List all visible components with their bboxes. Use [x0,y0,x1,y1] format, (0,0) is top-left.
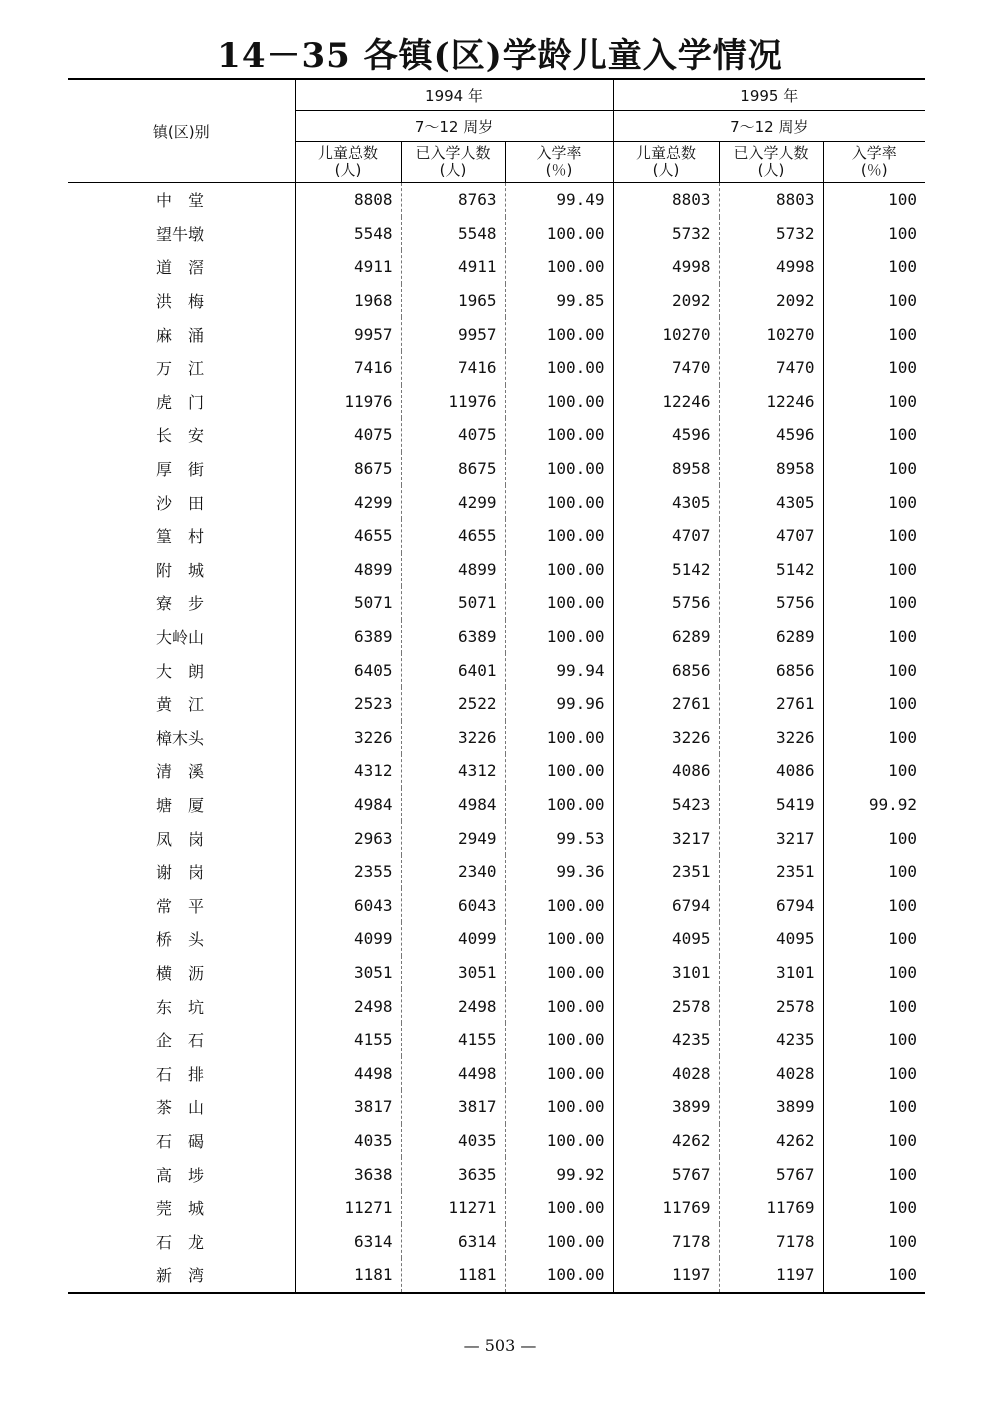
enrolled-1994-cell: 2498 [401,989,505,1023]
enrolled-1994-cell: 5071 [401,586,505,620]
rate-1995-cell: 99.92 [823,788,925,822]
rate-1995-cell: 100 [823,620,925,654]
enrolled-1994-cell: 3051 [401,956,505,990]
enrolled-1995-cell: 4262 [719,1124,823,1158]
enrolled-1994-cell: 4911 [401,250,505,284]
table-row [68,788,925,822]
total-1994-cell: 8808 [295,183,401,217]
enrolled-1995-cell: 3217 [719,821,823,855]
enrolled-1995-cell: 6856 [719,653,823,687]
table-row [68,452,925,486]
enrolled-1994-cell: 2949 [401,821,505,855]
total-1995-cell: 6289 [613,620,719,654]
table-row [68,317,925,351]
total-1994-cell: 4312 [295,754,401,788]
rate-1994-cell: 100.00 [505,989,613,1023]
table-row [68,1056,925,1090]
total-1995-cell: 4707 [613,519,719,553]
town-name-cell: 石 碣 [156,1131,205,1151]
rate-1995-cell: 100 [823,721,925,755]
enrolled-1994-cell: 3635 [401,1157,505,1191]
total-1994-cell: 4299 [295,485,401,519]
table-row [68,653,925,687]
total-1995-cell: 2092 [613,284,719,318]
town-name-cell: 企 石 [156,1031,205,1051]
total-1994-cell: 4911 [295,250,401,284]
age-group-header-1995: 7～12 周岁 [613,111,925,142]
town-name-cell: 谢 岗 [156,863,205,883]
rate-1995-cell: 100 [823,183,925,217]
enrolled-1995-cell: 5756 [719,586,823,620]
enrolled-1994-cell: 6401 [401,653,505,687]
rate-1994-cell: 100.00 [505,754,613,788]
rate-1994-cell: 99.96 [505,687,613,721]
enrolled-1995-cell: 8803 [719,183,823,217]
rate-1995-cell: 100 [823,553,925,587]
total-1994-cell: 4099 [295,922,401,956]
col-header-enrolled-1994: 已入学人数 (人) [401,142,505,183]
total-1995-cell: 3899 [613,1090,719,1124]
total-1994-cell: 1181 [295,1258,401,1293]
total-1995-cell: 5142 [613,553,719,587]
total-1995-cell: 4095 [613,922,719,956]
table-row [68,250,925,284]
rate-1994-cell: 100.00 [505,1191,613,1225]
total-1995-cell: 7470 [613,351,719,385]
enrolled-1995-cell: 8958 [719,452,823,486]
town-name-cell: 石 龙 [156,1232,205,1252]
table-row [68,1157,925,1191]
enrolled-1995-cell: 4998 [719,250,823,284]
enrolled-1995-cell: 4596 [719,418,823,452]
enrolled-1994-cell: 1965 [401,284,505,318]
total-1994-cell: 2963 [295,821,401,855]
total-1994-cell: 3638 [295,1157,401,1191]
enrolled-1995-cell: 4095 [719,922,823,956]
table-row [68,485,925,519]
rate-1994-cell: 100.00 [505,721,613,755]
rate-1994-cell: 100.00 [505,385,613,419]
town-name-cell: 桥 头 [156,930,205,950]
enrolled-1994-cell: 5548 [401,217,505,251]
enrolled-1995-cell: 5767 [719,1157,823,1191]
table-row [68,183,925,217]
total-1995-cell: 4028 [613,1056,719,1090]
enrolled-1995-cell: 11769 [719,1191,823,1225]
rate-1994-cell: 99.53 [505,821,613,855]
rate-1994-cell: 100.00 [505,788,613,822]
table-row [68,721,925,755]
enrolled-1994-cell: 4099 [401,922,505,956]
rate-1994-cell: 100.00 [505,620,613,654]
total-1995-cell: 10270 [613,317,719,351]
enrolled-1994-cell: 7416 [401,351,505,385]
town-name-cell: 茶 山 [156,1098,205,1118]
enrolled-1994-cell: 4155 [401,1023,505,1057]
table-row [68,284,925,318]
total-1994-cell: 6043 [295,888,401,922]
table-row [68,888,925,922]
town-name-cell: 横 沥 [156,963,205,983]
total-1994-cell: 2355 [295,855,401,889]
enrolled-1995-cell: 4086 [719,754,823,788]
total-1994-cell: 9957 [295,317,401,351]
enrolled-1995-cell: 4305 [719,485,823,519]
total-1994-cell: 4155 [295,1023,401,1057]
town-name-cell: 洪 梅 [156,292,205,312]
page-title: 14－35 各镇(区)学龄儿童入学情况 [217,36,783,76]
total-1995-cell: 5767 [613,1157,719,1191]
enrolled-1995-cell: 2761 [719,687,823,721]
table-row [68,956,925,990]
rate-1994-cell: 99.92 [505,1157,613,1191]
total-1995-cell: 6794 [613,888,719,922]
rate-1995-cell: 100 [823,418,925,452]
total-1994-cell: 6389 [295,620,401,654]
total-1995-cell: 12246 [613,385,719,419]
rate-1995-cell: 100 [823,217,925,251]
town-name-cell: 高 埗 [156,1165,205,1185]
col-header-rate-1994: 入学率 (％) [505,142,613,183]
total-1995-cell: 4305 [613,485,719,519]
enrolled-1994-cell: 11976 [401,385,505,419]
table-row [68,1023,925,1057]
rate-1995-cell: 100 [823,956,925,990]
total-1995-cell: 4998 [613,250,719,284]
total-1995-cell: 11769 [613,1191,719,1225]
rate-1995-cell: 100 [823,653,925,687]
enrolled-1994-cell: 4655 [401,519,505,553]
enrolled-1994-cell: 6389 [401,620,505,654]
rate-1995-cell: 100 [823,485,925,519]
rate-1994-cell: 100.00 [505,1023,613,1057]
town-name-cell: 寮 步 [156,594,205,614]
rate-1995-cell: 100 [823,317,925,351]
enrolled-1994-cell: 8675 [401,452,505,486]
rate-1994-cell: 100.00 [505,553,613,587]
enrolled-1995-cell: 7178 [719,1224,823,1258]
town-name-cell: 中 堂 [156,191,205,211]
rate-1995-cell: 100 [823,1124,925,1158]
rate-1994-cell: 100.00 [505,250,613,284]
col-header-total-1994: 儿童总数 (人) [295,142,401,183]
total-1994-cell: 1968 [295,284,401,318]
total-1995-cell: 5732 [613,217,719,251]
enrolled-1994-cell: 4984 [401,788,505,822]
town-name-cell: 道 滘 [156,258,205,278]
enrolled-1994-cell: 9957 [401,317,505,351]
total-1994-cell: 3051 [295,956,401,990]
stub-header: 镇(区)别 [68,79,295,183]
table-row [68,553,925,587]
rate-1995-cell: 100 [823,754,925,788]
rate-1995-cell: 100 [823,351,925,385]
rate-1994-cell: 100.00 [505,519,613,553]
rate-1994-cell: 100.00 [505,1056,613,1090]
table-row [68,519,925,553]
total-1995-cell: 2578 [613,989,719,1023]
total-1994-cell: 11271 [295,1191,401,1225]
town-name-cell: 常 平 [156,896,205,916]
rate-1995-cell: 100 [823,385,925,419]
table-row [68,1090,925,1124]
rate-1994-cell: 100.00 [505,452,613,486]
total-1995-cell: 3101 [613,956,719,990]
rate-1995-cell: 100 [823,821,925,855]
rate-1994-cell: 100.00 [505,217,613,251]
table-row [68,385,925,419]
age-group-header-1994: 7～12 周岁 [295,111,613,142]
enrolled-1994-cell: 11271 [401,1191,505,1225]
total-1995-cell: 1197 [613,1258,719,1293]
enrolled-1995-cell: 7470 [719,351,823,385]
rate-1994-cell: 100.00 [505,317,613,351]
table-row [68,754,925,788]
town-name-cell: 虎 门 [156,392,205,412]
table-row [68,217,925,251]
enrolled-1995-cell: 4235 [719,1023,823,1057]
total-1994-cell: 4035 [295,1124,401,1158]
rate-1995-cell: 100 [823,284,925,318]
rate-1994-cell: 100.00 [505,956,613,990]
total-1995-cell: 6856 [613,653,719,687]
town-name-cell: 厚 街 [156,460,205,480]
table-row [68,855,925,889]
enrolled-1994-cell: 2340 [401,855,505,889]
table-row [68,821,925,855]
enrolled-1994-cell: 4035 [401,1124,505,1158]
town-name-cell: 石 排 [156,1064,205,1084]
total-1994-cell: 2498 [295,989,401,1023]
total-1995-cell: 3226 [613,721,719,755]
table-row [68,687,925,721]
rate-1995-cell: 100 [823,586,925,620]
town-name-cell: 长 安 [156,426,205,446]
rate-1995-cell: 100 [823,989,925,1023]
enrolled-1995-cell: 5419 [719,788,823,822]
rate-1995-cell: 100 [823,888,925,922]
rate-1994-cell: 100.00 [505,485,613,519]
enrolled-1995-cell: 5732 [719,217,823,251]
rate-1995-cell: 100 [823,1258,925,1293]
town-name-cell: 万 江 [156,359,205,379]
rate-1995-cell: 100 [823,1224,925,1258]
rate-1995-cell: 100 [823,922,925,956]
total-1995-cell: 4235 [613,1023,719,1057]
total-1995-cell: 5756 [613,586,719,620]
town-name-cell: 黄 江 [156,695,205,715]
total-1994-cell: 4498 [295,1056,401,1090]
enrolled-1994-cell: 6043 [401,888,505,922]
rate-1994-cell: 99.85 [505,284,613,318]
town-name-cell: 莞 城 [156,1199,205,1219]
rate-1994-cell: 100.00 [505,888,613,922]
enrolled-1995-cell: 3101 [719,956,823,990]
rate-1994-cell: 100.00 [505,922,613,956]
total-1994-cell: 5071 [295,586,401,620]
total-1994-cell: 4984 [295,788,401,822]
town-name-cell: 塘 厦 [156,795,205,815]
table-body [68,183,925,1293]
rate-1995-cell: 100 [823,1056,925,1090]
table-row [68,922,925,956]
rate-1995-cell: 100 [823,519,925,553]
total-1994-cell: 11976 [295,385,401,419]
rate-1994-cell: 100.00 [505,1124,613,1158]
total-1995-cell: 4596 [613,418,719,452]
total-1994-cell: 3226 [295,721,401,755]
enrolled-1994-cell: 4299 [401,485,505,519]
total-1994-cell: 4655 [295,519,401,553]
town-name-cell: 清 溪 [156,762,205,782]
enrollment-table-container [68,78,925,1294]
table-row [68,1258,925,1293]
table-row [68,1191,925,1225]
year-header-1995: 1995 年 [613,79,925,111]
enrolled-1995-cell: 12246 [719,385,823,419]
enrolled-1995-cell: 6794 [719,888,823,922]
total-1994-cell: 6314 [295,1224,401,1258]
rate-1995-cell: 100 [823,1191,925,1225]
enrolled-1994-cell: 2522 [401,687,505,721]
enrolled-1994-cell: 4899 [401,553,505,587]
rate-1994-cell: 100.00 [505,418,613,452]
rate-1995-cell: 100 [823,1157,925,1191]
total-1994-cell: 7416 [295,351,401,385]
table-row [68,1224,925,1258]
enrolled-1995-cell: 4028 [719,1056,823,1090]
enrolled-1994-cell: 4498 [401,1056,505,1090]
rate-1995-cell: 100 [823,855,925,889]
table-row [68,989,925,1023]
enrolled-1995-cell: 2092 [719,284,823,318]
total-1995-cell: 7178 [613,1224,719,1258]
town-name-cell: 大岭山 [156,628,205,648]
rate-1994-cell: 100.00 [505,351,613,385]
year-header-1994: 1994 年 [295,79,613,111]
total-1994-cell: 8675 [295,452,401,486]
rate-1995-cell: 100 [823,250,925,284]
total-1994-cell: 3817 [295,1090,401,1124]
rate-1995-cell: 100 [823,687,925,721]
town-name-cell: 望牛墩 [156,224,205,244]
enrolled-1994-cell: 4075 [401,418,505,452]
table-row [68,620,925,654]
table-row [68,351,925,385]
total-1994-cell: 4899 [295,553,401,587]
total-1995-cell: 4086 [613,754,719,788]
enrolled-1995-cell: 5142 [719,553,823,587]
table-row [68,586,925,620]
total-1995-cell: 8958 [613,452,719,486]
town-name-cell: 附 城 [156,560,205,580]
rate-1994-cell: 100.00 [505,1224,613,1258]
enrolled-1994-cell: 3817 [401,1090,505,1124]
enrolled-1995-cell: 1197 [719,1258,823,1293]
total-1994-cell: 6405 [295,653,401,687]
total-1995-cell: 4262 [613,1124,719,1158]
col-header-enrolled-1995: 已入学人数 (人) [719,142,823,183]
enrolled-1995-cell: 3226 [719,721,823,755]
table-row [68,1124,925,1158]
town-name-cell: 新 湾 [68,1258,295,1293]
col-header-total-1995: 儿童总数 (人) [613,142,719,183]
total-1995-cell: 5423 [613,788,719,822]
enrolled-1995-cell: 4707 [719,519,823,553]
rate-1995-cell: 100 [823,452,925,486]
total-1994-cell: 5548 [295,217,401,251]
enrolled-1994-cell: 1181 [401,1258,505,1293]
town-name-cell: 凤 岗 [156,829,205,849]
town-name-cell: 大 朗 [156,661,205,681]
enrolled-1995-cell: 3899 [719,1090,823,1124]
page-number: — 503 — [463,1336,537,1355]
rate-1995-cell: 100 [823,1023,925,1057]
enrollment-table [68,78,925,1294]
rate-1994-cell: 100.00 [505,586,613,620]
rate-1994-cell: 99.36 [505,855,613,889]
col-header-rate-1995: 入学率 (％) [823,142,925,183]
table-row [68,418,925,452]
total-1995-cell: 2351 [613,855,719,889]
enrolled-1995-cell: 2351 [719,855,823,889]
enrolled-1995-cell: 6289 [719,620,823,654]
total-1995-cell: 2761 [613,687,719,721]
rate-1995-cell: 100 [823,1090,925,1124]
total-1994-cell: 4075 [295,418,401,452]
rate-1994-cell: 99.49 [505,183,613,217]
enrolled-1994-cell: 4312 [401,754,505,788]
total-1994-cell: 2523 [295,687,401,721]
enrolled-1995-cell: 10270 [719,317,823,351]
town-name-cell: 东 坑 [156,997,205,1017]
rate-1994-cell: 100.00 [505,1090,613,1124]
town-name-cell: 麻 涌 [156,325,205,345]
enrolled-1995-cell: 2578 [719,989,823,1023]
total-1995-cell: 8803 [613,183,719,217]
town-name-cell: 樟木头 [156,728,205,748]
town-name-cell: 篁 村 [156,527,205,547]
enrolled-1994-cell: 8763 [401,183,505,217]
enrolled-1994-cell: 6314 [401,1224,505,1258]
rate-1994-cell: 99.94 [505,653,613,687]
total-1995-cell: 3217 [613,821,719,855]
enrolled-1994-cell: 3226 [401,721,505,755]
town-name-cell: 沙 田 [156,493,205,513]
rate-1994-cell: 100.00 [505,1258,613,1293]
